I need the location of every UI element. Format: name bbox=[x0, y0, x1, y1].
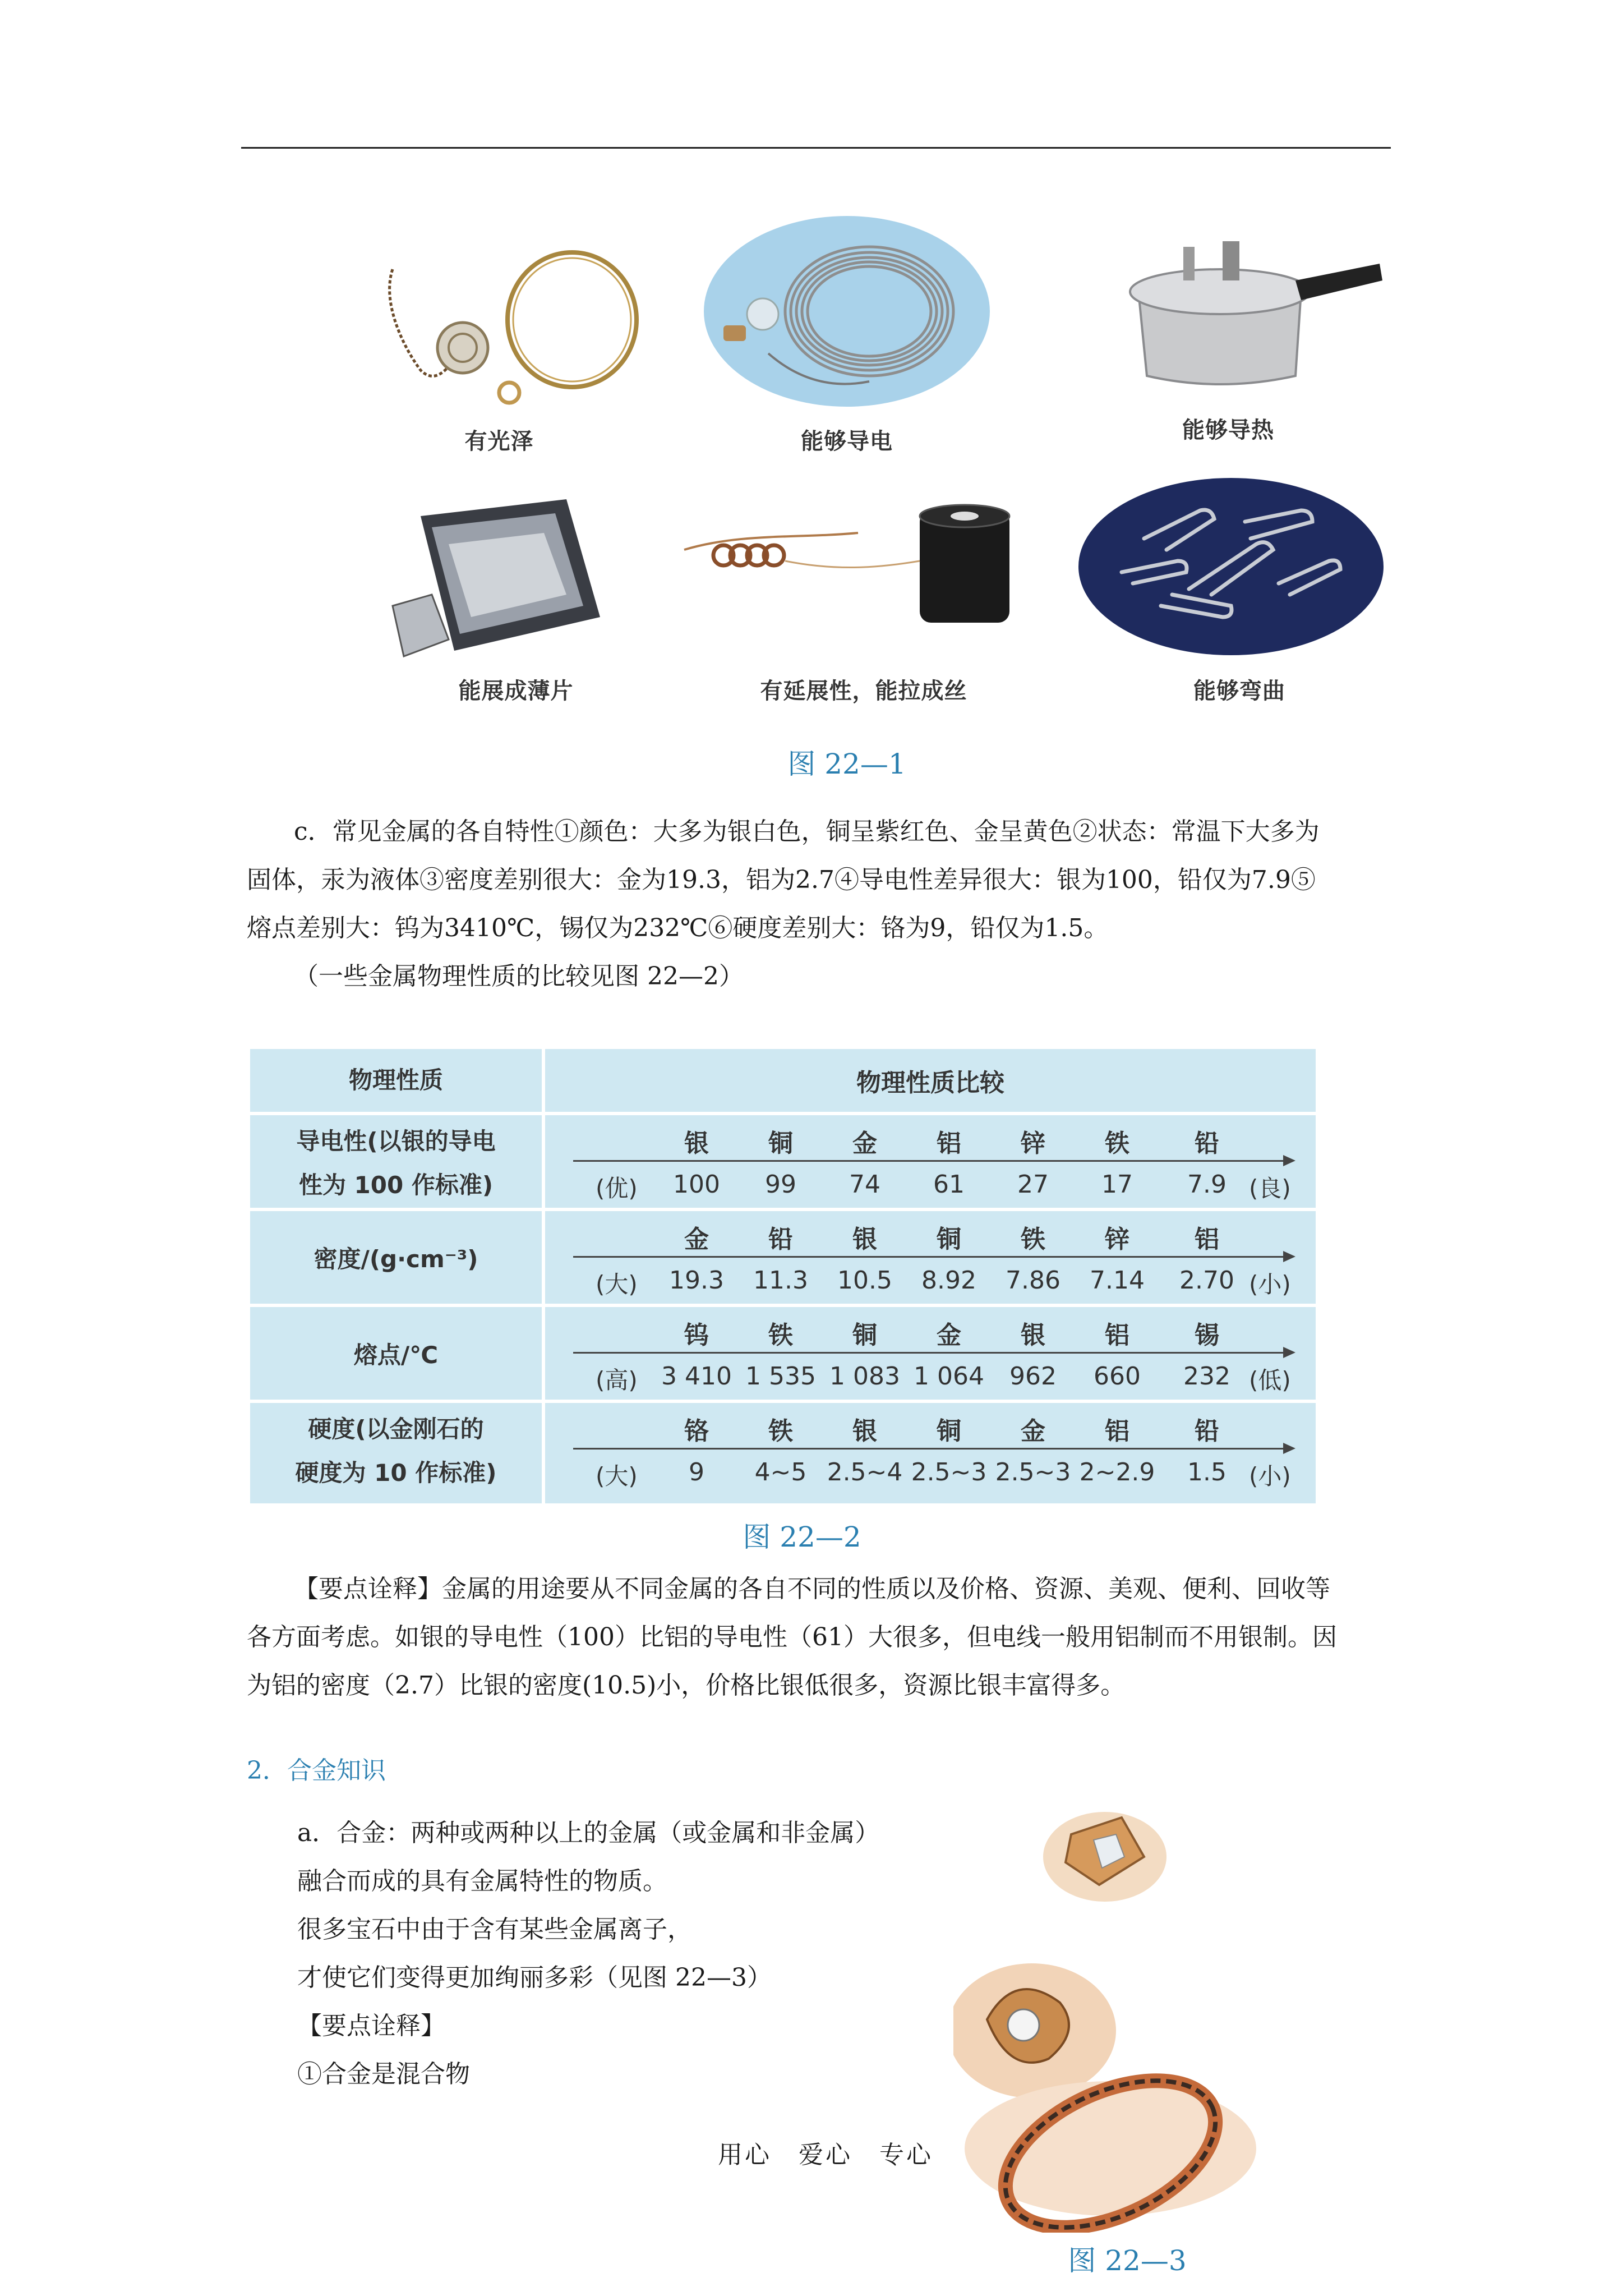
metal-name: 银 bbox=[1021, 1321, 1045, 1350]
paper-clips-photo bbox=[1077, 477, 1385, 656]
table-row bbox=[250, 1307, 1316, 1403]
metal-value: 4~5 bbox=[754, 1458, 807, 1487]
metal-name: 银 bbox=[684, 1129, 709, 1158]
metal-names bbox=[545, 1315, 1316, 1354]
paragraph-c-line-1: c．常见金属的各自特性①颜色：大多为银白色，铜呈紫红色、金呈黄色②状态：常温下大多为 bbox=[294, 817, 1320, 846]
metal-foil-photo bbox=[387, 494, 611, 668]
metal-name: 金 bbox=[1021, 1417, 1045, 1446]
wire-coil-photo bbox=[701, 213, 993, 409]
scale-end-tag: (小) bbox=[1249, 1271, 1291, 1298]
metal-name: 铝 bbox=[1195, 1225, 1219, 1254]
scale-start-tag: (大) bbox=[596, 1271, 638, 1298]
metal-value: 1 064 bbox=[914, 1362, 984, 1391]
metal-name: 铜 bbox=[852, 1321, 877, 1350]
property-label-line: 性为 100 作标准) bbox=[298, 1171, 494, 1199]
figure-22-1-label: 图 22—1 bbox=[787, 748, 906, 780]
metal-value: 7.9 bbox=[1187, 1170, 1227, 1199]
property-label bbox=[250, 1307, 542, 1403]
property-label-line: 熔点/℃ bbox=[353, 1341, 439, 1369]
comparison-cell bbox=[545, 1211, 1316, 1307]
property-label-line: 硬度(以金刚石的 bbox=[308, 1415, 484, 1443]
key-point-heading: 【要点诠释】 bbox=[297, 2012, 445, 2040]
metal-name: 钨 bbox=[684, 1321, 709, 1350]
metal-value: 2.70 bbox=[1179, 1266, 1234, 1295]
metal-name: 金 bbox=[937, 1321, 961, 1350]
alloy-definition-line-2: 融合而成的具有金属特性的物质。 bbox=[297, 1867, 667, 1895]
metal-name: 铅 bbox=[1195, 1129, 1219, 1158]
header-comparison: 物理性质比较 bbox=[856, 1069, 1004, 1097]
comparison-cell bbox=[545, 1115, 1316, 1211]
header-property-text: 物理性质 bbox=[348, 1066, 443, 1094]
explanation-line-1: 【要点诠释】金属的用途要从不同金属的各自不同的性质以及价格、资源、美观、便利、回收等 bbox=[294, 1575, 1330, 1603]
arrow-line bbox=[573, 1448, 1285, 1450]
comparison-cell bbox=[545, 1307, 1316, 1403]
scale-end-tag: (低) bbox=[1249, 1366, 1291, 1394]
paragraph-c bbox=[247, 808, 1391, 1001]
key-point-1: ①合金是混合物 bbox=[297, 2060, 470, 2088]
metal-name: 铝 bbox=[937, 1129, 961, 1158]
metal-properties-table bbox=[250, 1049, 1316, 1503]
alloy-definition-line-1: a．合金：两种或两种以上的金属（或金属和非金属） bbox=[297, 1819, 880, 1847]
property-label-line: 硬度为 10 作标准) bbox=[295, 1458, 497, 1487]
caption-luster: 有光泽 bbox=[464, 428, 534, 454]
table-row bbox=[250, 1115, 1316, 1211]
metal-value: 232 bbox=[1183, 1362, 1230, 1391]
arrow-line bbox=[573, 1160, 1285, 1162]
metal-value: 1.5 bbox=[1187, 1458, 1227, 1487]
metal-name: 银 bbox=[852, 1225, 877, 1254]
metal-value: 10.5 bbox=[837, 1266, 892, 1295]
metal-name: 锡 bbox=[1195, 1321, 1219, 1350]
comparison-cell bbox=[545, 1403, 1316, 1499]
metal-name: 铬 bbox=[684, 1417, 709, 1446]
paragraph-c-line-3: 熔点差别大：钨为3410℃，锡仅为232℃⑥硬度差别大：铬为9，铅仅为1.5。 bbox=[247, 914, 1109, 942]
metal-name: 铝 bbox=[1105, 1417, 1129, 1446]
arrow-line bbox=[573, 1256, 1285, 1258]
metal-values bbox=[545, 1458, 1316, 1497]
metal-name: 银 bbox=[852, 1417, 877, 1446]
metal-value: 19.3 bbox=[669, 1266, 724, 1295]
metal-name: 铅 bbox=[768, 1225, 793, 1254]
metal-value: 7.14 bbox=[1090, 1266, 1145, 1295]
gemstone-line-1: 很多宝石中由于含有某些金属离子， bbox=[297, 1915, 692, 1944]
metal-value: 2.5~3 bbox=[911, 1458, 987, 1487]
metal-name: 铁 bbox=[1021, 1225, 1045, 1254]
property-label bbox=[250, 1115, 542, 1211]
caption-bendable: 能够弯曲 bbox=[1193, 678, 1285, 704]
metal-name: 铝 bbox=[1105, 1321, 1129, 1350]
figure-22-3-label: 图 22—3 bbox=[1068, 2244, 1187, 2277]
property-label bbox=[250, 1211, 542, 1307]
metal-value: 7.86 bbox=[1006, 1266, 1061, 1295]
property-label-line: 导电性(以银的导电 bbox=[296, 1127, 496, 1155]
scale-start-tag: (优) bbox=[596, 1175, 638, 1202]
property-label-line: 密度/(g·cm⁻³) bbox=[313, 1245, 478, 1273]
metal-value: 9 bbox=[689, 1458, 704, 1487]
jewelry-photo bbox=[359, 236, 662, 421]
metal-name: 金 bbox=[684, 1225, 709, 1254]
metal-value: 1 535 bbox=[745, 1362, 816, 1391]
metal-name: 铁 bbox=[768, 1417, 793, 1446]
metal-names bbox=[545, 1411, 1316, 1450]
figure-22-2-label: 图 22—2 bbox=[743, 1521, 861, 1553]
scale-end-tag: (小) bbox=[1249, 1462, 1291, 1490]
metal-value: 1 083 bbox=[829, 1362, 900, 1391]
metal-name: 铜 bbox=[937, 1225, 961, 1254]
metal-value: 11.3 bbox=[753, 1266, 808, 1295]
metal-values bbox=[545, 1170, 1316, 1209]
explanation-line-2: 各方面考虑。如银的导电性（100）比铝的导电性（61）大很多，但电线一般用铝制而不用银制。因 bbox=[247, 1623, 1337, 1651]
paragraph-c-line-2: 固体，汞为液体③密度差别很大：金为19.3，铝为2.7④导电性差异很大：银为100，铅仅为7.9⑤ bbox=[247, 866, 1316, 894]
arrow-line bbox=[573, 1352, 1285, 1354]
caption-conduct-electricity: 能够导电 bbox=[801, 428, 893, 454]
gemstone-line-2: 才使它们变得更加绚丽多彩（见图 22—3） bbox=[297, 1963, 772, 1992]
metal-value: 660 bbox=[1094, 1362, 1141, 1391]
metal-name: 铁 bbox=[768, 1321, 793, 1350]
metal-name: 金 bbox=[852, 1129, 877, 1158]
page-footer: 用心 爱心 专心 bbox=[718, 2141, 933, 2169]
caption-ductile: 有延展性，能拉成丝 bbox=[760, 678, 967, 704]
caption-conduct-heat: 能够导热 bbox=[1182, 417, 1274, 443]
scale-start-tag: (大) bbox=[596, 1462, 638, 1490]
pressure-cooker-photo bbox=[1116, 224, 1391, 398]
metal-value: 2~2.9 bbox=[1079, 1458, 1155, 1487]
metal-value: 2.5~3 bbox=[995, 1458, 1071, 1487]
metal-name: 铜 bbox=[937, 1417, 961, 1446]
metal-value: 962 bbox=[1009, 1362, 1057, 1391]
scale-start-tag: (高) bbox=[596, 1366, 638, 1394]
metal-value: 3 410 bbox=[661, 1362, 732, 1391]
metal-value: 2.5~4 bbox=[827, 1458, 903, 1487]
metal-name: 锌 bbox=[1105, 1225, 1129, 1254]
alloy-jewelry-photo bbox=[953, 1795, 1267, 2233]
caption-thin-sheets: 能展成薄片 bbox=[458, 678, 574, 704]
table-row bbox=[250, 1211, 1316, 1307]
metal-value: 27 bbox=[1017, 1170, 1049, 1199]
section-2-body bbox=[297, 1809, 1026, 2099]
property-label bbox=[250, 1403, 542, 1499]
scale-end-tag: (良) bbox=[1249, 1175, 1291, 1202]
explanation-line-3: 为铝的密度（2.7）比银的密度(10.5)小，价格比银低很多，资源比银丰富得多。 bbox=[247, 1671, 1126, 1700]
metal-name: 铁 bbox=[1105, 1129, 1129, 1158]
wire-spool-photo bbox=[673, 499, 1021, 639]
header-rule bbox=[241, 147, 1391, 149]
metal-value: 61 bbox=[933, 1170, 965, 1199]
metal-name: 铜 bbox=[768, 1129, 793, 1158]
metal-name: 铅 bbox=[1195, 1417, 1219, 1446]
metal-name: 锌 bbox=[1021, 1129, 1045, 1158]
metal-values bbox=[545, 1266, 1316, 1305]
table-row bbox=[250, 1403, 1316, 1499]
metal-value: 17 bbox=[1101, 1170, 1133, 1199]
figure-reference-note: （一些金属物理性质的比较见图 22—2） bbox=[294, 962, 744, 991]
metal-value: 8.92 bbox=[921, 1266, 976, 1295]
metal-value: 100 bbox=[673, 1170, 720, 1199]
section-2-title: 2．合金知识 bbox=[247, 1756, 386, 1785]
metal-names bbox=[545, 1219, 1316, 1258]
metal-names bbox=[545, 1123, 1316, 1162]
metal-value: 99 bbox=[765, 1170, 796, 1199]
explanation-paragraph bbox=[247, 1565, 1391, 1710]
metal-value: 74 bbox=[849, 1170, 880, 1199]
header-property bbox=[250, 1049, 542, 1112]
metal-values bbox=[545, 1362, 1316, 1401]
